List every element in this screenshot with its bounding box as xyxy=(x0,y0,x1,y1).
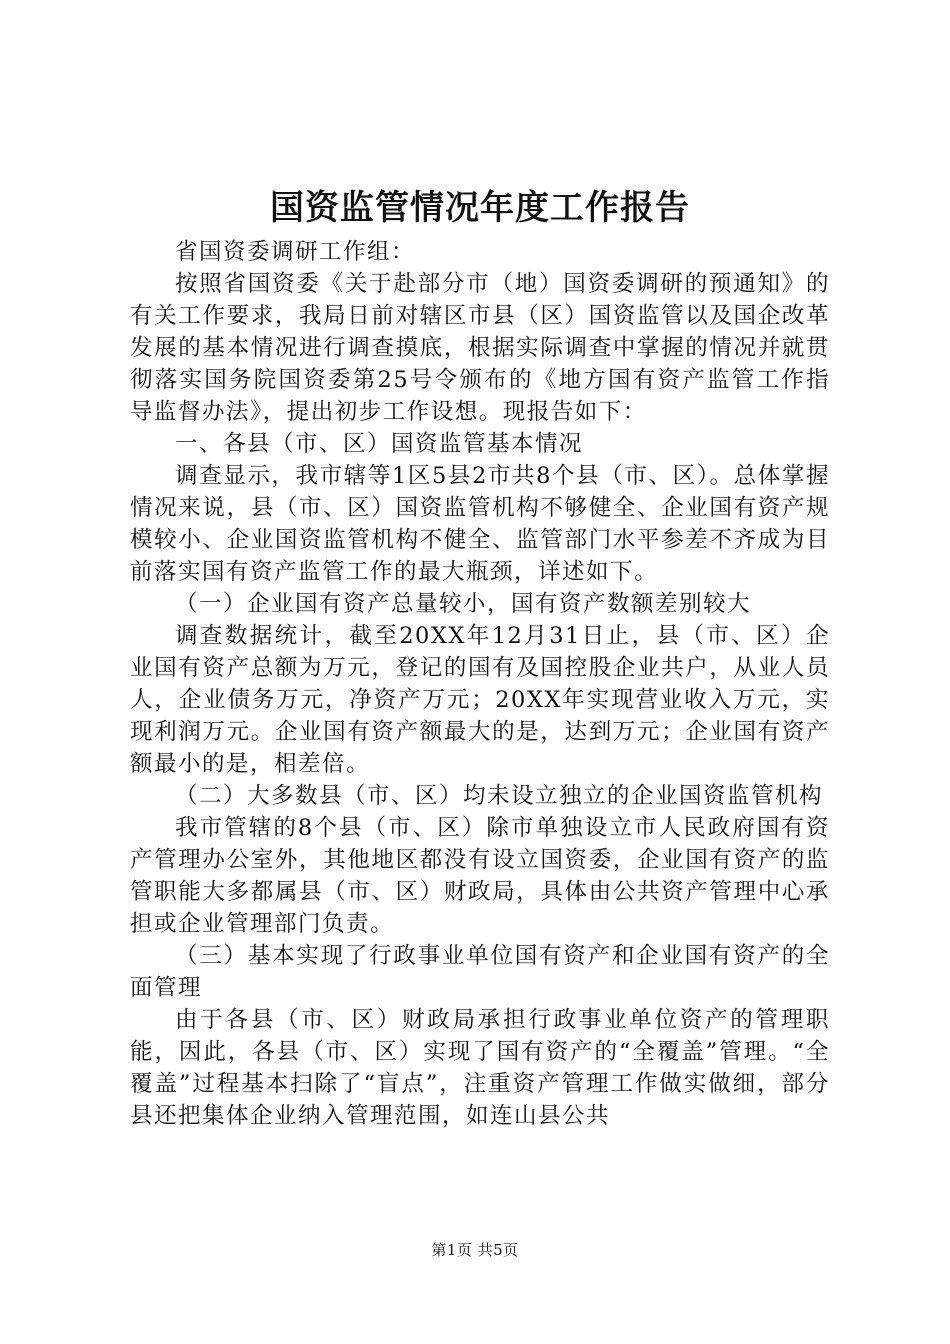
body-paragraph: 调查显示，我市辖等1区5县2市共8个县（市、区）。总体掌握情况来说，县（市、区）国资监管机构不够健全、企业国有资产规模较小、企业国资监管机构不健全、监管部门水平参差不齐成为目前落实国有资产监管工作的最大瓶颈，详述如下。 xyxy=(130,463,830,585)
subsection-heading-3: （三）基本实现了行政事业单位国有资产和企业国有资产的全面管理 xyxy=(130,943,830,1001)
subsection-heading-1: （一）企业国有资产总量较小，国有资产数额差别较大 xyxy=(175,591,752,617)
body-paragraph: 由于各县（市、区）财政局承担行政事业单位资产的管理职能，因此，各县（市、区）实现了国有资产的“全覆盖”管理。“全覆盖”过程基本扫除了“盲点”，注重资产管理工作做实做细，部分县还把集体企业纳入管理范围，如连山县公共 xyxy=(130,1007,830,1129)
document-body xyxy=(130,236,830,1132)
body-paragraph: 我市管辖的8个县（市、区）除市单独设立市人民政府国有资产管理办公室外，其他地区都没有设立国资委，企业国有资产的监管职能大多都属县（市、区）财政局，具体由公共资产管理中心承担或企业管理部门负责。 xyxy=(130,815,830,937)
page-indicator: 第1页 共5页 xyxy=(431,1241,519,1259)
salutation: 省国资委调研工作组： xyxy=(175,239,416,265)
intro-paragraph: 按照省国资委《关于赴部分市（地）国资委调研的预通知》的有关工作要求，我局日前对辖区市县（区）国资监管以及国企改革发展的基本情况进行调查摸底，根据实际调查中掌握的情况并就贯彻落实国务院国资委第25号令颁布的《地方国有资产监管工作指导监督办法》，提出初步工作设想。现报告如下： xyxy=(130,271,830,425)
document-title: 国资监管情况年度工作报告 xyxy=(270,188,690,228)
body-paragraph: 调查数据统计，截至20XX年12月31日止，县（市、区）企业国有资产总额为万元，登记的国有及国控股企业共户，从业人员人，企业债务万元，净资产万元；20XX年实现营业收入万元，实现利润万元。企业国有资产额最大的是，达到万元；企业国有资产额最小的是，相差倍。 xyxy=(130,623,830,777)
subsection-heading-2: （二）大多数县（市、区）均未设立独立的企业国资监管机构 xyxy=(175,783,824,809)
section-heading-1: 一、各县（市、区）国资监管基本情况 xyxy=(175,431,584,457)
